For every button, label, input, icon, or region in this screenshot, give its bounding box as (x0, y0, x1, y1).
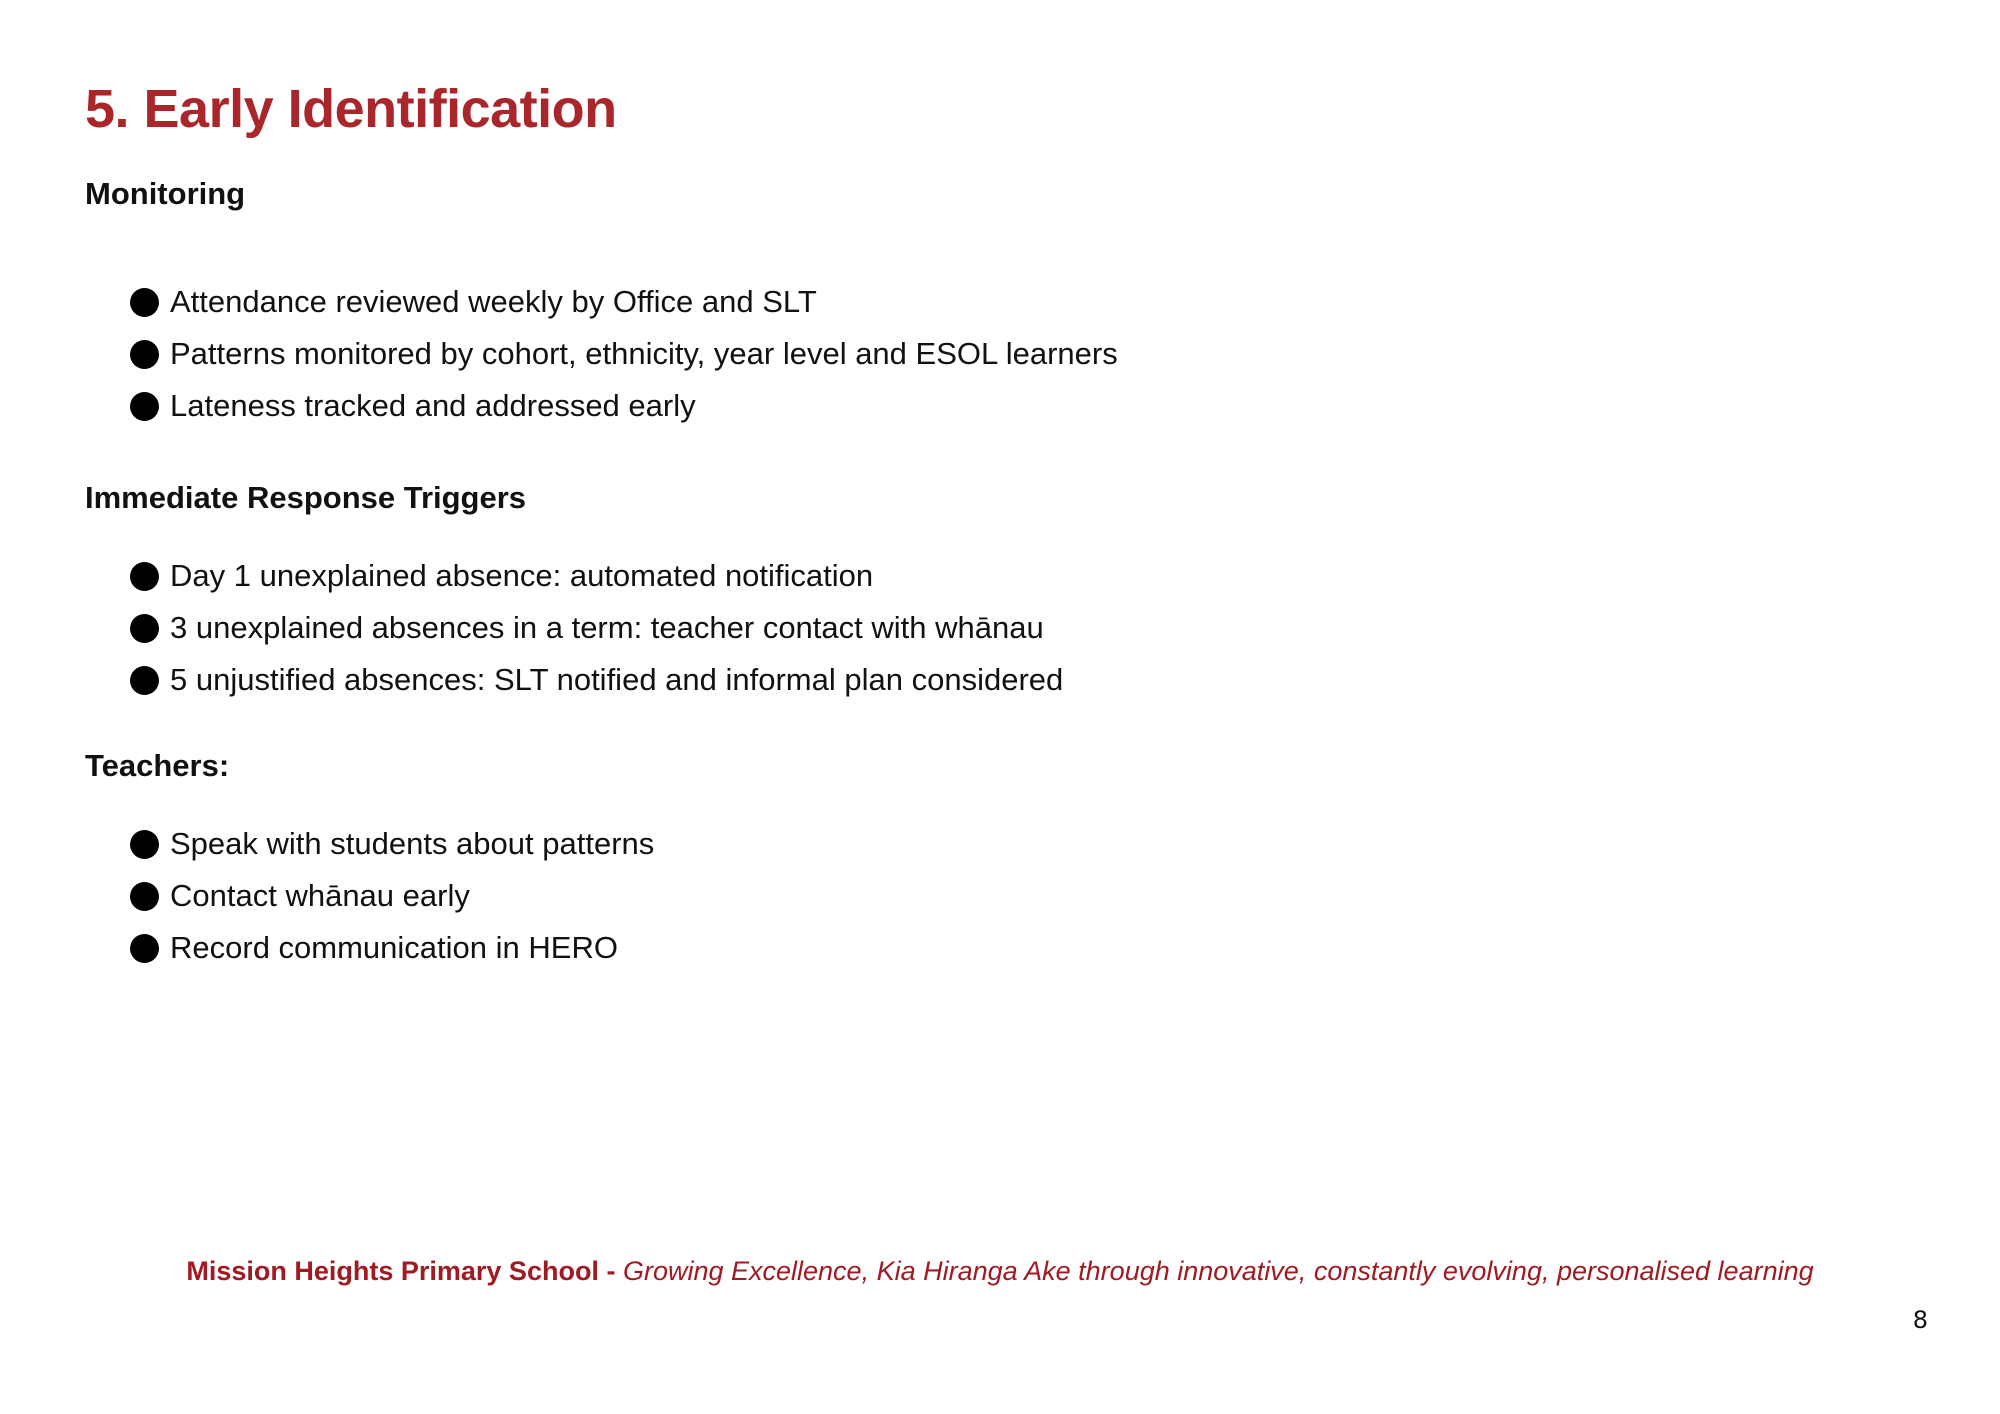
section-heading-triggers: Immediate Response Triggers (85, 480, 527, 515)
list-item (130, 328, 1118, 380)
list-item-text: Attendance reviewed weekly by Office and SLT (170, 284, 817, 319)
page-number: 8 (1912, 1306, 1928, 1334)
bullet-icon (130, 666, 159, 695)
teachers-list (130, 818, 654, 974)
bullet-icon (130, 830, 159, 859)
bullet-icon (130, 340, 159, 369)
footer-tagline: Growing Excellence, Kia Hiranga Ake through innovative, constantly evolving, personalised learning (622, 1256, 1814, 1286)
list-item-text: Day 1 unexplained absence: automated notification (170, 558, 874, 593)
bullet-icon (130, 392, 159, 421)
bullet-icon (130, 882, 159, 911)
list-item (130, 380, 1118, 432)
section-heading-teachers: Teachers: (85, 748, 230, 783)
list-item (130, 654, 1063, 706)
page-footer (0, 1256, 2000, 1287)
monitoring-list (130, 276, 1118, 432)
list-item-text: 5 unjustified absences: SLT notified and informal plan considered (170, 662, 1064, 697)
list-item-text: Contact whānau early (170, 878, 470, 913)
list-item-text: Lateness tracked and addressed early (170, 388, 696, 423)
section-heading-monitoring: Monitoring (85, 176, 246, 211)
list-item (130, 922, 654, 974)
bullet-icon (130, 934, 159, 963)
list-item (130, 870, 654, 922)
bullet-icon (130, 614, 159, 643)
triggers-list (130, 550, 1063, 706)
list-item (130, 550, 1063, 602)
bullet-icon (130, 288, 159, 317)
bullet-icon (130, 562, 159, 591)
footer-school-name: Mission Heights Primary School - (186, 1256, 616, 1286)
list-item (130, 818, 654, 870)
page-title: 5. Early Identification (85, 79, 617, 139)
list-item (130, 602, 1063, 654)
list-item-text: Record communication in HERO (170, 930, 618, 965)
list-item (130, 276, 1118, 328)
list-item-text: Patterns monitored by cohort, ethnicity, year level and ESOL learners (170, 336, 1118, 371)
list-item-text: 3 unexplained absences in a term: teacher contact with whānau (170, 610, 1044, 645)
list-item-text: Speak with students about patterns (170, 826, 655, 861)
